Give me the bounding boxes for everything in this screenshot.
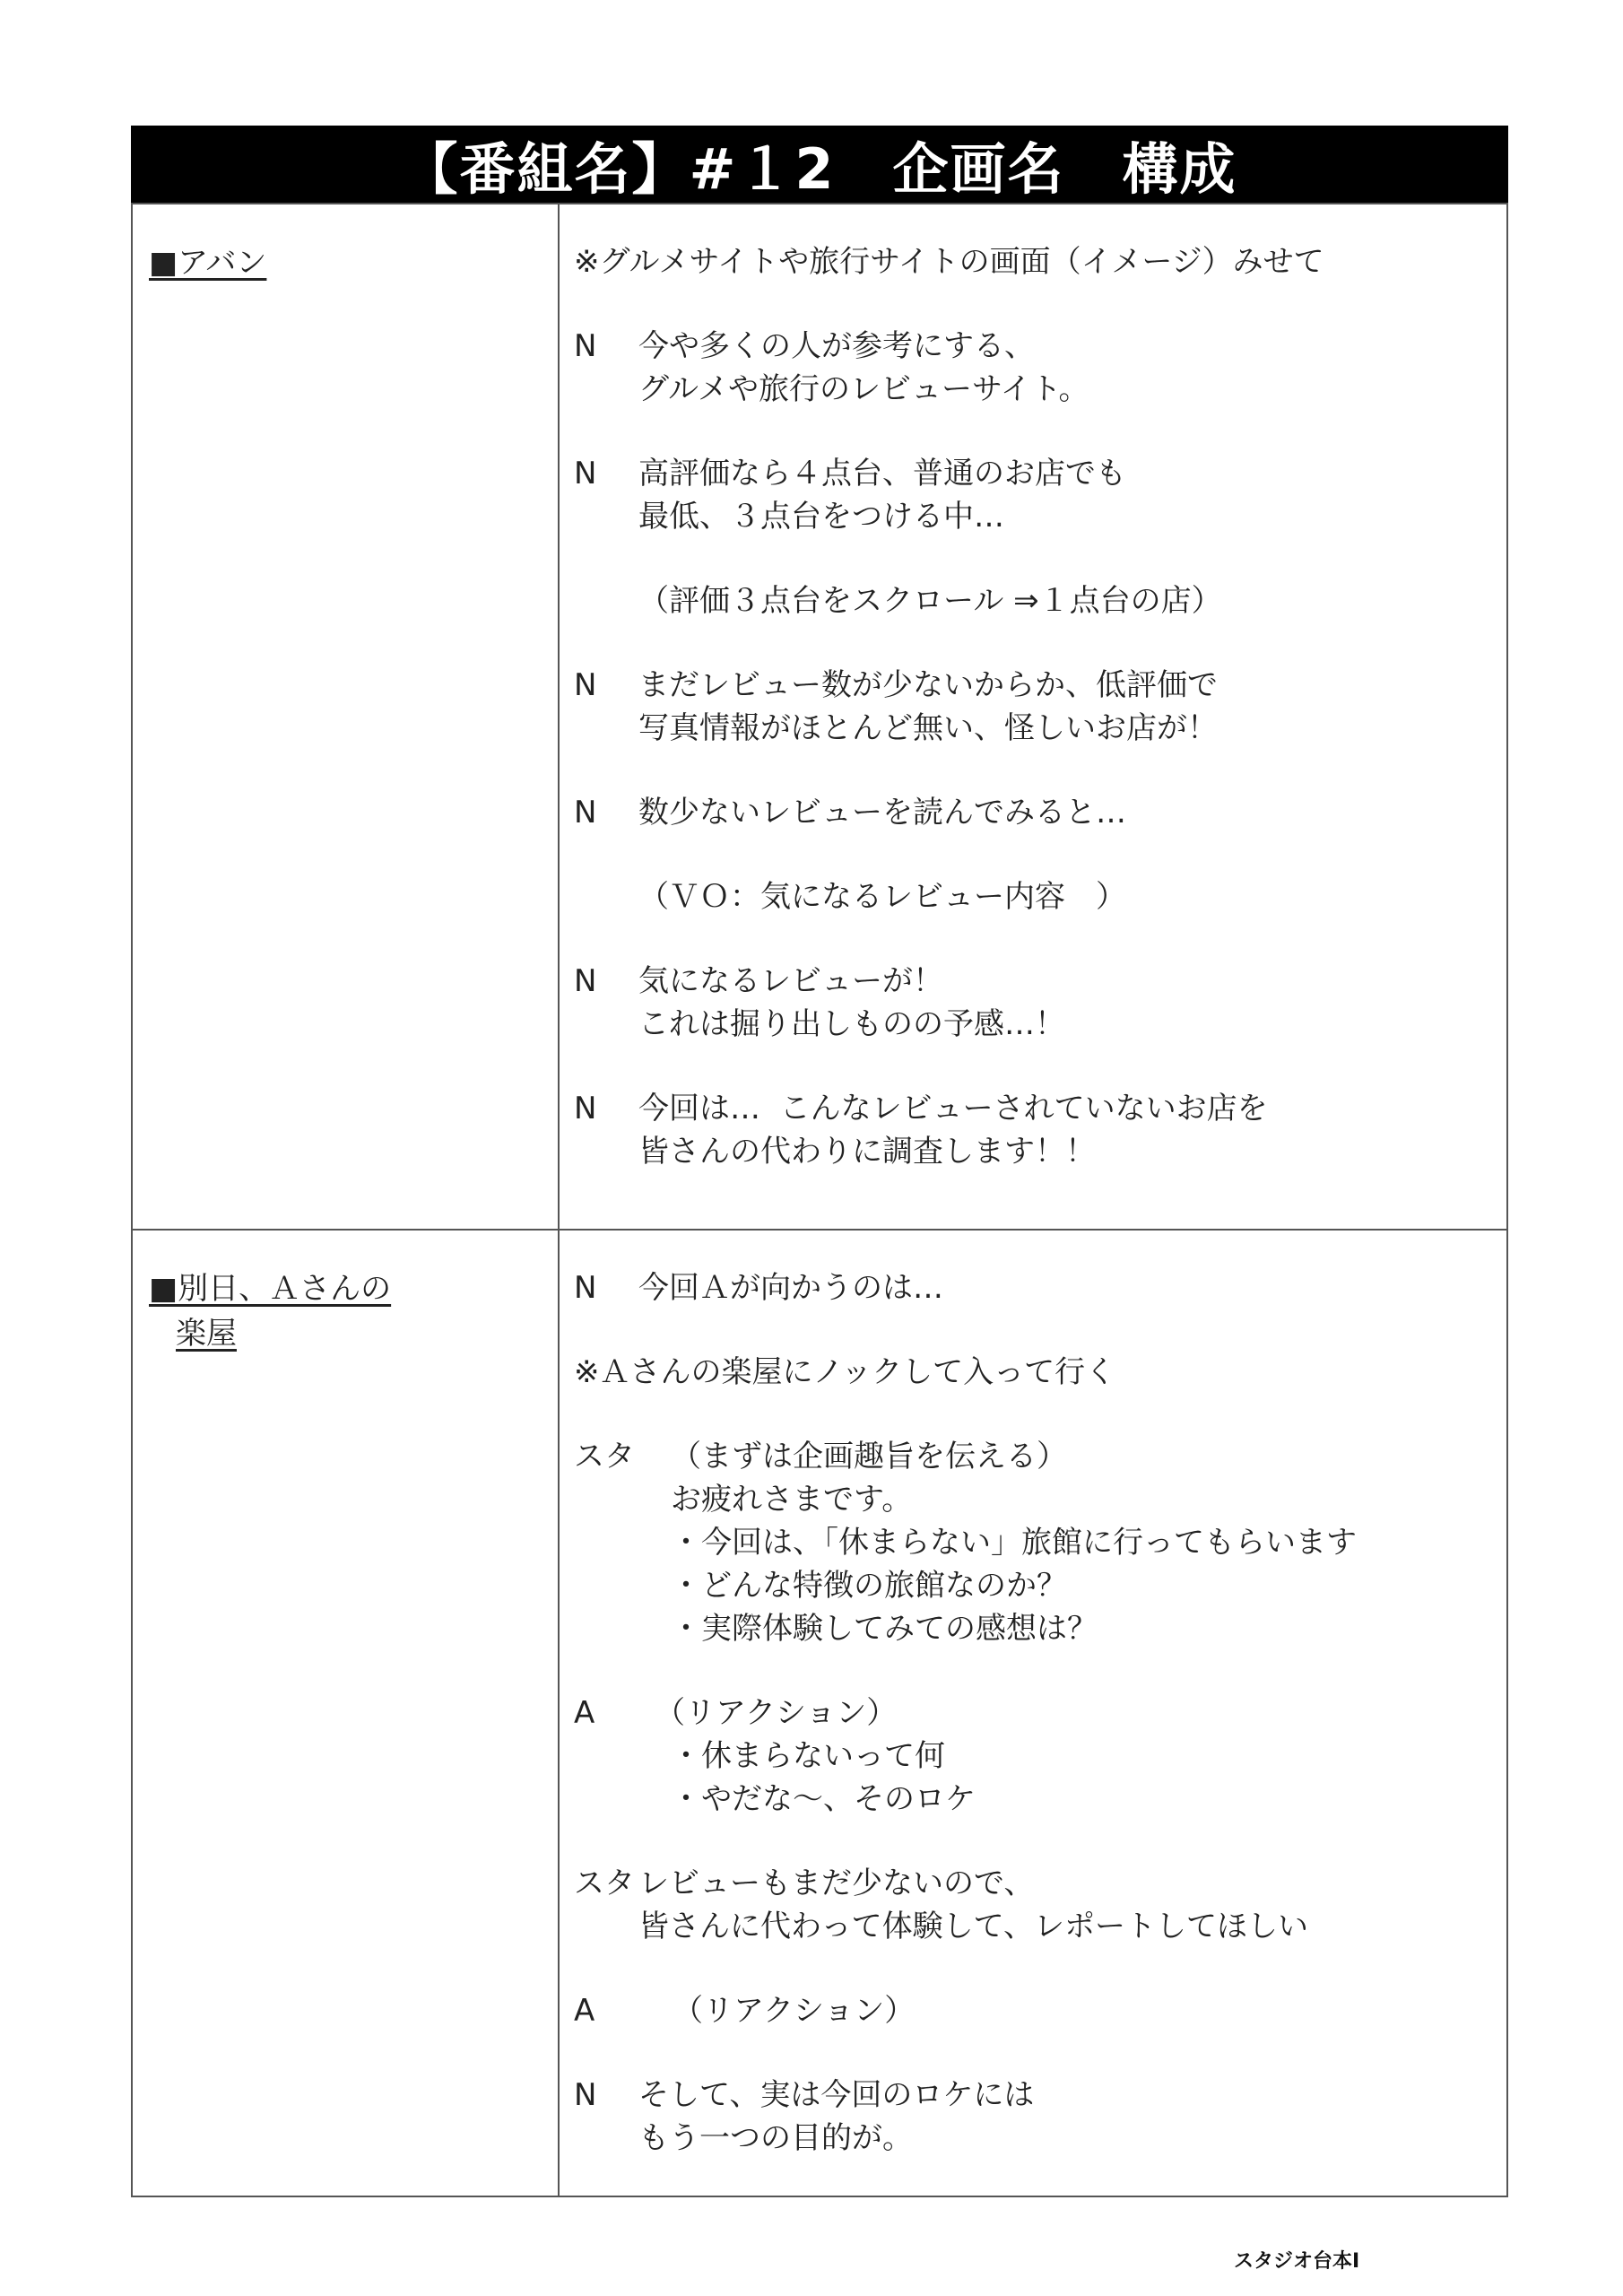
script-table — [131, 203, 1508, 2197]
parenthetical-direction: （評価３点台をスクロール ⇒１点台の店） — [638, 583, 1222, 619]
speaker-label: N — [574, 328, 597, 364]
section-content-cell — [559, 204, 1507, 1230]
speaker-label: N — [574, 963, 597, 999]
speaker-label: N — [574, 2077, 597, 2113]
script-sheet — [131, 126, 1508, 2197]
entry-list — [560, 204, 1506, 1209]
stage-direction: ※Ａさんの楽屋にノックして入って行く — [574, 1354, 1116, 1390]
section-label-cell — [132, 1230, 559, 2196]
narration: N 気になるレビューが！ これは掘り出しものの予感…！ — [574, 960, 1506, 1046]
footer-label: スタジオ台本Ⅰ — [1234, 2250, 1360, 2273]
speaker-label: N — [574, 1091, 597, 1126]
section-content-cell — [559, 1230, 1507, 2196]
narration: N 今や多くの人が参考にする、 グルメや旅行のレビューサイト。 — [574, 325, 1506, 411]
narration: N 高評価なら４点台、普通のお店でも 最低、３点台をつける中… — [574, 452, 1506, 538]
speaker-label: N — [574, 1270, 597, 1306]
narration: N そして、実は今回のロケには もう一つの目的が。 — [574, 2074, 1506, 2160]
speaker-label: N — [574, 456, 597, 491]
staff-line: スタ （まずは企画趣旨を伝える） お疲れさまです。 ・今回は、「休まらない」旅館に行ってもらいます ・どんな特徴の旅館なのか？ ・実際体験してみての感想は？ — [574, 1435, 1506, 1650]
stage-direction: ※グルメサイトや旅行サイトの画面（イメージ）みせて — [574, 244, 1324, 280]
narration: N 今回Ａが向かうのは… — [574, 1266, 1506, 1309]
speaker-label: A — [574, 1993, 595, 2029]
narration: N 数少ないレビューを読んでみると… — [574, 791, 1506, 834]
section-label: ■別日、Ａさんの 楽屋 — [149, 1271, 392, 1352]
speaker-label: N — [574, 795, 597, 831]
entry-list — [560, 1231, 1506, 2196]
talent-line: A （リアクション） ・休まらないって何 ・やだな～、そのロケ — [574, 1692, 1506, 1821]
section-row — [132, 1230, 1507, 2196]
section-label-cell — [132, 204, 559, 1230]
narration: N 今回は… こんなレビューされていないお店を 皆さんの代わりに調査します！！ — [574, 1087, 1506, 1173]
page-title: 【番組名】#１2 企画名 構成 — [131, 126, 1508, 203]
talent-line: A （リアクション） — [574, 1989, 1506, 2032]
narration: N まだレビュー数が少ないからか、低評価で 写真情報がほとんど無い、怪しいお店が！ — [574, 664, 1506, 750]
section-label: ■アバン — [149, 245, 267, 281]
speaker-label: N — [574, 667, 597, 703]
staff-line: スタ レビューもまだ少ないので、 皆さんに代わって体験して、レポートしてほしい — [574, 1862, 1506, 1948]
speaker-label: スタ — [574, 1866, 635, 1901]
parenthetical-direction: （ＶＯ：気になるレビュー内容 ） — [638, 879, 1126, 915]
section-row — [132, 204, 1507, 1230]
speaker-label: A — [574, 1695, 595, 1731]
speaker-label: スタ — [574, 1439, 635, 1474]
